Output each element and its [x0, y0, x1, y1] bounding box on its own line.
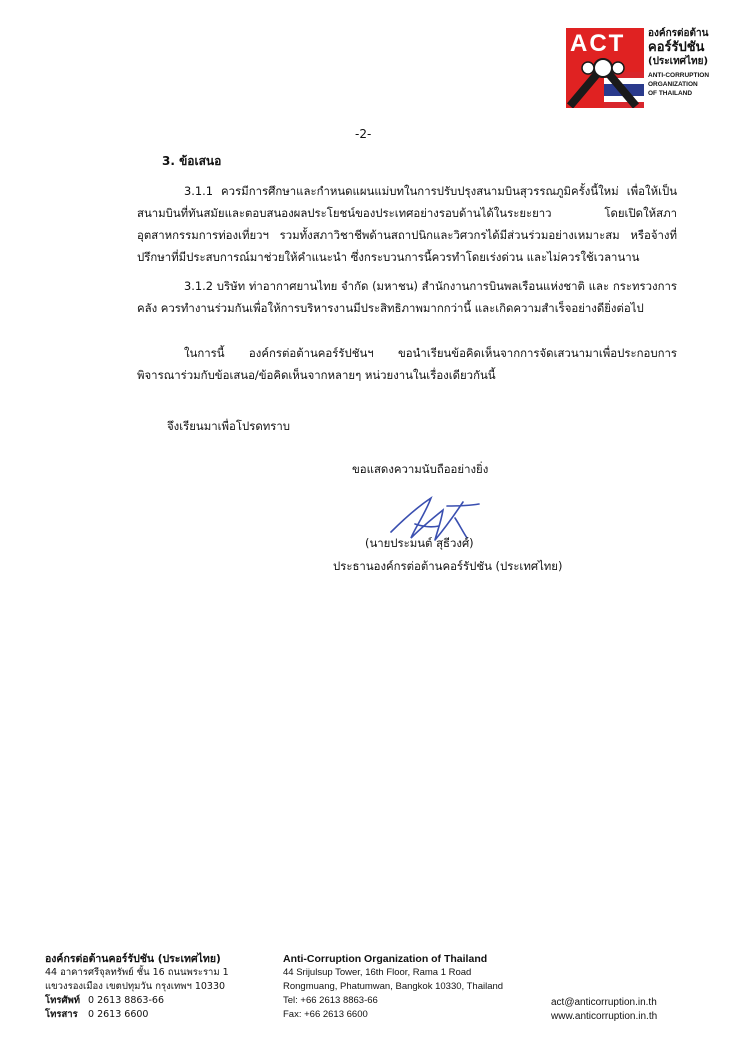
signer-title: ประธานองค์กรต่อต้านคอร์รัปชัน (ประเทศไทย)	[333, 559, 563, 573]
logo-en-line3: OF THAILAND	[648, 90, 693, 97]
paragraph-3-1-1-first-line: 3.1.1 ควรมีการศึกษาและกำหนดแผนแม่บทในการปรับปรุงสนามบินสุวรรณภูมิครั้งนี้ใหม่	[184, 184, 619, 198]
footer-en-address-line1: 44 Srijulsup Tower, 16th Floor, Rama 1 Road	[283, 967, 472, 978]
logo-th-line1: องค์กรต่อต้าน	[648, 28, 709, 39]
footer-th-fax-value: 0 2613 6600	[88, 1009, 149, 1020]
footer-website-link[interactable]: www.anticorruption.in.th	[551, 1011, 658, 1022]
paragraph-3-1-2-first-line: 3.1.2 บริษัท ท่าอากาศยานไทย จำกัด (มหาชน) สำนักงานการบินพลเรือนแห่งชาติ และ	[184, 279, 610, 293]
logo-act-text: ACT	[570, 30, 626, 57]
paragraph-3-1-1	[137, 180, 677, 268]
footer-th-phone-value: 0 2613 8863-66	[88, 995, 164, 1006]
paragraph-3-1-1-body: เพื่อให้เป็นสนามบินที่ทันสมัยและตอบสนองผลประโยชน์ของประเทศอย่างรอบด้านได้ในระยะยาว โดยเปิดให้สภาอุตสาหกรรมการท่องเที่ยวฯ รวมทั้งสภาวิชาชีพด้านสถาปนิกและวิศวกรได้มีส่วนร่วมอย่างเหมาะสม หรือจ้างที่ปรึกษาที่มีประสบการณ์มาช่วยให้คำแนะนำ ซึ่งกระบวนการนี้ควรทำโดยเร่งด่วน และไม่ควรใช้เวลานาน	[137, 184, 678, 264]
footer-th-fax	[45, 1008, 229, 1022]
footer-english-address	[283, 952, 503, 1022]
logo-text-block	[648, 28, 720, 98]
paragraph-3-1-2-body: กระทรวงการคลัง ควรทำงานร่วมกันเพื่อให้การบริหารงานมีประสิทธิภาพมากกว่านี้ และเกิดความสำเร็จอย่างดียิ่งต่อไป	[137, 279, 677, 315]
closing-paragraph-first-line: ในการนี้ องค์กรต่อต้านคอร์รัปชันฯ ขอนำเรียนข้อคิดเห็นจากการจัดเสวนามาเพื่อประกอบการ	[184, 346, 677, 360]
footer-en-org-name: Anti-Corruption Organization of Thailand	[283, 953, 488, 965]
act-logo-emblem	[566, 28, 644, 108]
footer-en-address-line2: Rongmuang, Phatumwan, Bangkok 10330, Thailand	[283, 981, 504, 992]
footer-th-fax-label: โทรสาร	[45, 1009, 78, 1020]
footer-email-link[interactable]: act@anticorruption.in.th	[551, 997, 657, 1008]
closing-paragraph-body: พิจารณาร่วมกับข้อเสนอ/ข้อคิดเห็นจากหลายๆ หน่วยงานในเรื่องเดียวกันนี้	[137, 368, 496, 382]
regards-line: ขอแสดงความนับถืออย่างยิ่ง	[352, 462, 489, 476]
logo-th-line3: (ประเทศไทย)	[648, 56, 709, 67]
logo-th-line2: คอร์รัปชัน	[648, 40, 705, 55]
page-number: -2-	[355, 127, 372, 141]
footer-th-org-name: องค์กรต่อต้านคอร์รัปชัน (ประเทศไทย)	[45, 953, 221, 965]
footer-thai-address	[45, 952, 229, 1022]
footer-th-phone-label: โทรศัพท์	[45, 995, 81, 1006]
salutation: จึงเรียนมาเพื่อโปรดทราบ	[167, 419, 290, 433]
logo-en-line2: ORGANIZATION	[648, 81, 698, 88]
footer-contact	[551, 996, 657, 1024]
footer-th-address-line2: แขวงรองเมือง เขตปทุมวัน กรุงเทพฯ 10330	[45, 981, 226, 992]
act-logo	[566, 28, 718, 112]
footer-en-phone: Tel: +66 2613 8863-66	[283, 995, 378, 1006]
handshake-flag-icon	[566, 28, 644, 108]
logo-en-line1: ANTI-CORRUPTION	[648, 72, 710, 79]
signer-name: (นายประมนต์ สุธีวงศ์)	[365, 536, 474, 550]
paragraph-3-1-2	[137, 275, 677, 319]
footer-th-address-line1: 44 อาคารศรีจุลทรัพย์ ชั้น 16 ถนนพระราม 1	[45, 967, 229, 978]
closing-paragraph	[137, 342, 677, 386]
logo-en-lines	[648, 71, 720, 98]
section-heading: 3. ข้อเสนอ	[162, 154, 222, 168]
footer-th-phone	[45, 994, 229, 1008]
footer-en-fax: Fax: +66 2613 6600	[283, 1009, 368, 1020]
